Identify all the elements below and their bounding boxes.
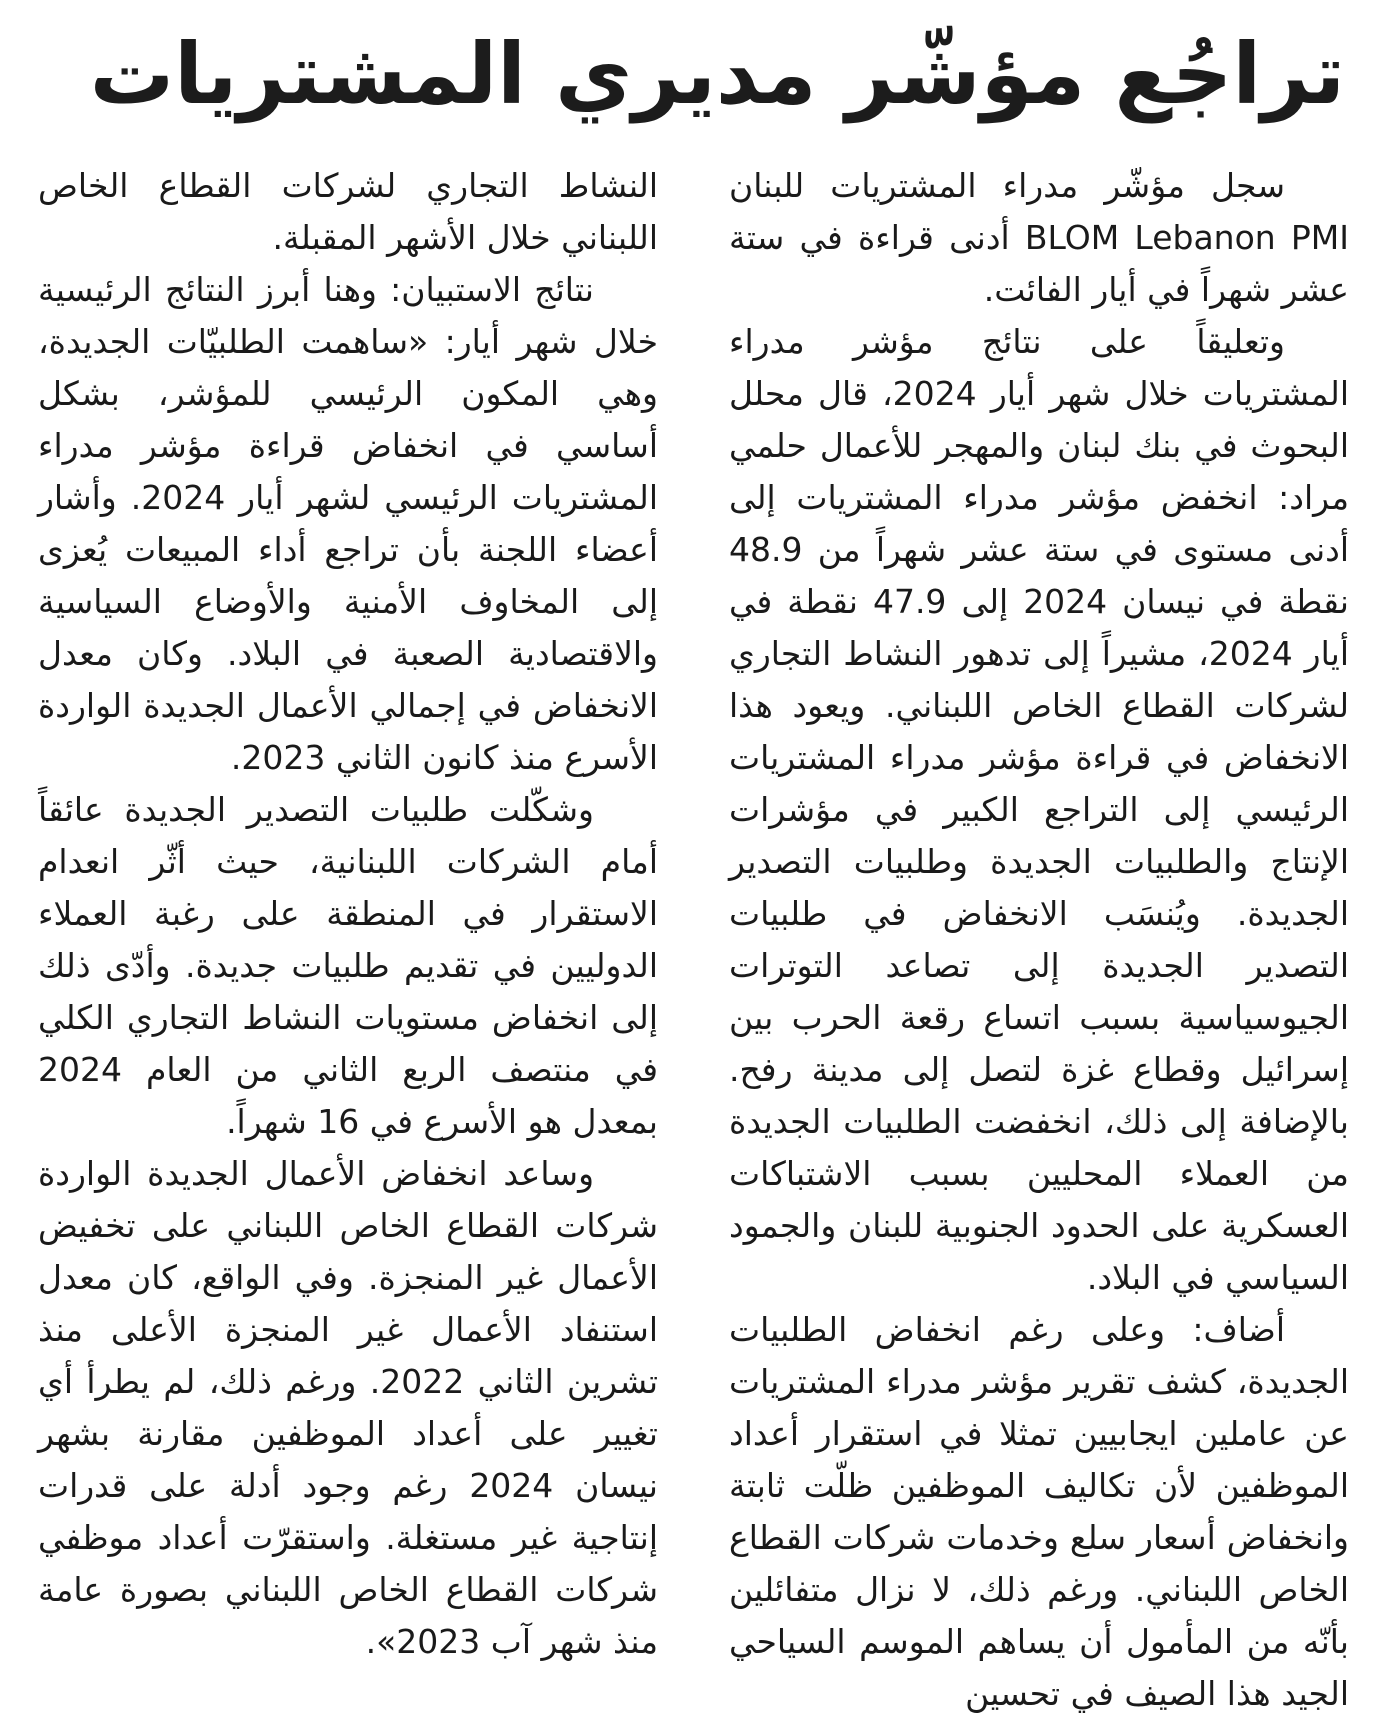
right-column bbox=[729, 160, 1350, 1713]
left-paragraph-4: وساعد انخفاض الأعمال الجديدة الواردة شركات القطاع الخاص اللبناني على تخفيض الأعمال غير المنجزة. وفي الواقع، كان معدل استنفاد الأعمال غير المنجزة الأعلى منذ تشرين الثاني 2022. ورغم ذلك، لم يطرأ أي تغيير على أعداد الموظفين مقارنة بشهر نيسان 2024 رغم وجود أدلة على قدرات إنتاجية غير مستغلة. واستقرّت أعداد موظفي شركات القطاع الخاص اللبناني بصورة عامة منذ شهر آب 2023». bbox=[38, 1154, 658, 1661]
right-paragraph-2: وتعليقاً على نتائج مؤشر مدراء المشتريات خلال شهر أيار 2024، قال محلل البحوث في بنك لبنان والمهجر للأعمال حلمي مراد: انخفض مؤشر مدراء المشتريات إلى أدنى مستوى في ستة عشر شهراً من 48.9 نقطة في نيسان 2024 إلى 47.9 نقطة في أيار 2024، مشيراً إلى تدهور النشاط التجاري لشركات القطاع الخاص اللبناني. ويعود هذا الانخفاض في قراءة مؤشر مدراء المشتريات الرئيسي إلى التراجع الكبير في مؤشرات الإنتاج والطلبيات الجديدة وطلبيات التصدير الجديدة. ويُنسَب الانخفاض في طلبيات التصدير الجديدة إلى تصاعد التوترات الجيوسياسية بسبب اتساع رقعة الحرب بين إسرائيل وقطاع غزة لتصل إلى مدينة رفح. بالإضافة إلى ذلك، انخفضت الطلبيات الجديدة من العملاء المحليين بسبب الاشتباكات العسكرية على الحدود الجنوبية للبنان والجمود السياسي في البلاد. bbox=[729, 322, 1350, 1297]
right-paragraph-3: أضاف: وعلى رغم انخفاض الطلبيات الجديدة، كشف تقرير مؤشر مدراء المشتريات عن عاملين ايجابيين تمثلا في استقرار أعداد الموظفين لأن تكاليف الموظفين ظلّت ثابتة وانخفاض أسعار سلع وخدمات شركات القطاع الخاص اللبناني. ورغم ذلك، لا نزال متفائلين بأنّه من المأمول أن يساهم الموسم السياحي الجيد هذا الصيف في تحسين bbox=[729, 1310, 1349, 1713]
left-column bbox=[38, 160, 658, 1690]
left-paragraph-3: وشكّلت طلبيات التصدير الجديدة عائقاً أمام الشركات اللبنانية، حيث أثّر انعدام الاستقرار في المنطقة على رغبة العملاء الدوليين في تقديم طلبيات جديدة. وأدّى ذلك إلى انخفاض مستويات النشاط التجاري الكلي في منتصف الربع الثاني من العام 2024 بمعدل هو الأسرع في 16 شهراً. bbox=[38, 790, 658, 1141]
article-headline: تراجُع مؤشّر مديري المشتريات bbox=[89, 25, 1345, 123]
article-body bbox=[38, 160, 1350, 1713]
left-paragraph-2: نتائج الاستبيان: وهنا أبرز النتائج الرئيسية خلال شهر أيار: «ساهمت الطلبيّات الجديدة، وهي المكون الرئيسي للمؤشر، بشكل أساسي في انخفاض قراءة مؤشر مدراء المشتريات الرئيسي لشهر أيار 2024. وأشار أعضاء اللجنة بأن تراجع أداء المبيعات يُعزى إلى المخاوف الأمنية والأوضاع السياسية والاقتصادية الصعبة في البلاد. وكان معدل الانخفاض في إجمالي الأعمال الجديدة الواردة الأسرع منذ كانون الثاني 2023. bbox=[38, 270, 658, 777]
right-paragraph-1: سجل مؤشّر مدراء المشتريات للبنان BLOM Lebanon PMI أدنى قراءة في ستة عشر شهراً في أيار الفائت. bbox=[729, 166, 1349, 309]
left-paragraph-1: النشاط التجاري لشركات القطاع الخاص اللبناني خلال الأشهر المقبلة. bbox=[38, 166, 658, 257]
